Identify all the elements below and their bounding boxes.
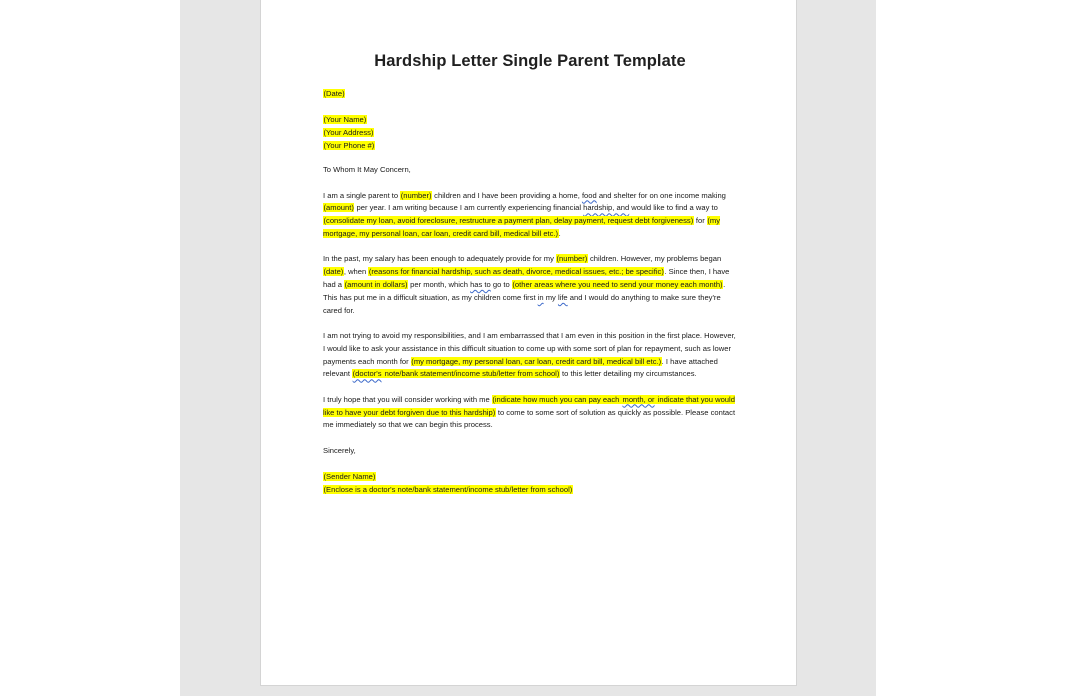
date-placeholder: (Date) [323, 89, 345, 98]
document-title: Hardship Letter Single Parent Template [374, 52, 686, 70]
your-name-placeholder: (Your Name) [323, 114, 367, 124]
your-address-placeholder: (Your Address) [323, 127, 374, 137]
salutation: To Whom It May Concern, [323, 165, 411, 175]
paragraph-1: I am a single parent to (number) children and I have been providing a home, food and shelter for on one income making (amount) per year. I am writing because I am currently experiencing financial hardship, and would like to find a way to (consolidate my loan, avoid foreclosure, restructure a payment plan, delay payment, request debt forgiveness) for (my mortgage, my personal loan, car loan, credit card bill, medical bill etc.). [323, 190, 726, 238]
sender-info-block [323, 113, 737, 152]
closing: Sincerely, [323, 445, 356, 455]
signature-block [323, 470, 737, 496]
paragraph-2: In the past, my salary has been enough to adequately provide for my (number) children. However, my problems began (date), when (reasons for financial hardship, such as death, divorce, medical issues, etc.; be specific). Since then, I have had a (amount in dollars) per month, which has to go to (other areas where you need to send your money each month). This has put me in a difficult situation, as my children come first in my life and I would do anything to make sure they're cared for. [323, 254, 730, 315]
letter-body [323, 52, 737, 509]
document-page[interactable] [260, 0, 797, 686]
enclosure-placeholder: (Enclose is a doctor's note/bank statement/income stub/letter from school) [323, 485, 573, 495]
paragraph-4: I truly hope that you will consider working with me (indicate how much you can pay each month, or indicate that you would like to have your debt forgiven due to this hardship) to come to some sort of solution as quickly as possible. Please contact me immediately so that we can begin this process. [323, 394, 736, 430]
sender-name-placeholder: (Sender Name) [323, 472, 376, 482]
date-block [323, 87, 737, 100]
paragraph-3: I am not trying to avoid my responsibilities, and I am embarrassed that I am even in this position in the first place. However, I would like to ask your assistance in this difficult situation to come up with some sort of plan for repayment, such as lower payments each month for (my mortgage, my personal loan, car loan, credit card bill, medical bill etc.). I have attached relevant (doctor's note/bank statement/income stub/letter from school) to this letter detailing my circumstances. [323, 330, 736, 379]
your-phone-placeholder: (Your Phone #) [323, 140, 375, 150]
